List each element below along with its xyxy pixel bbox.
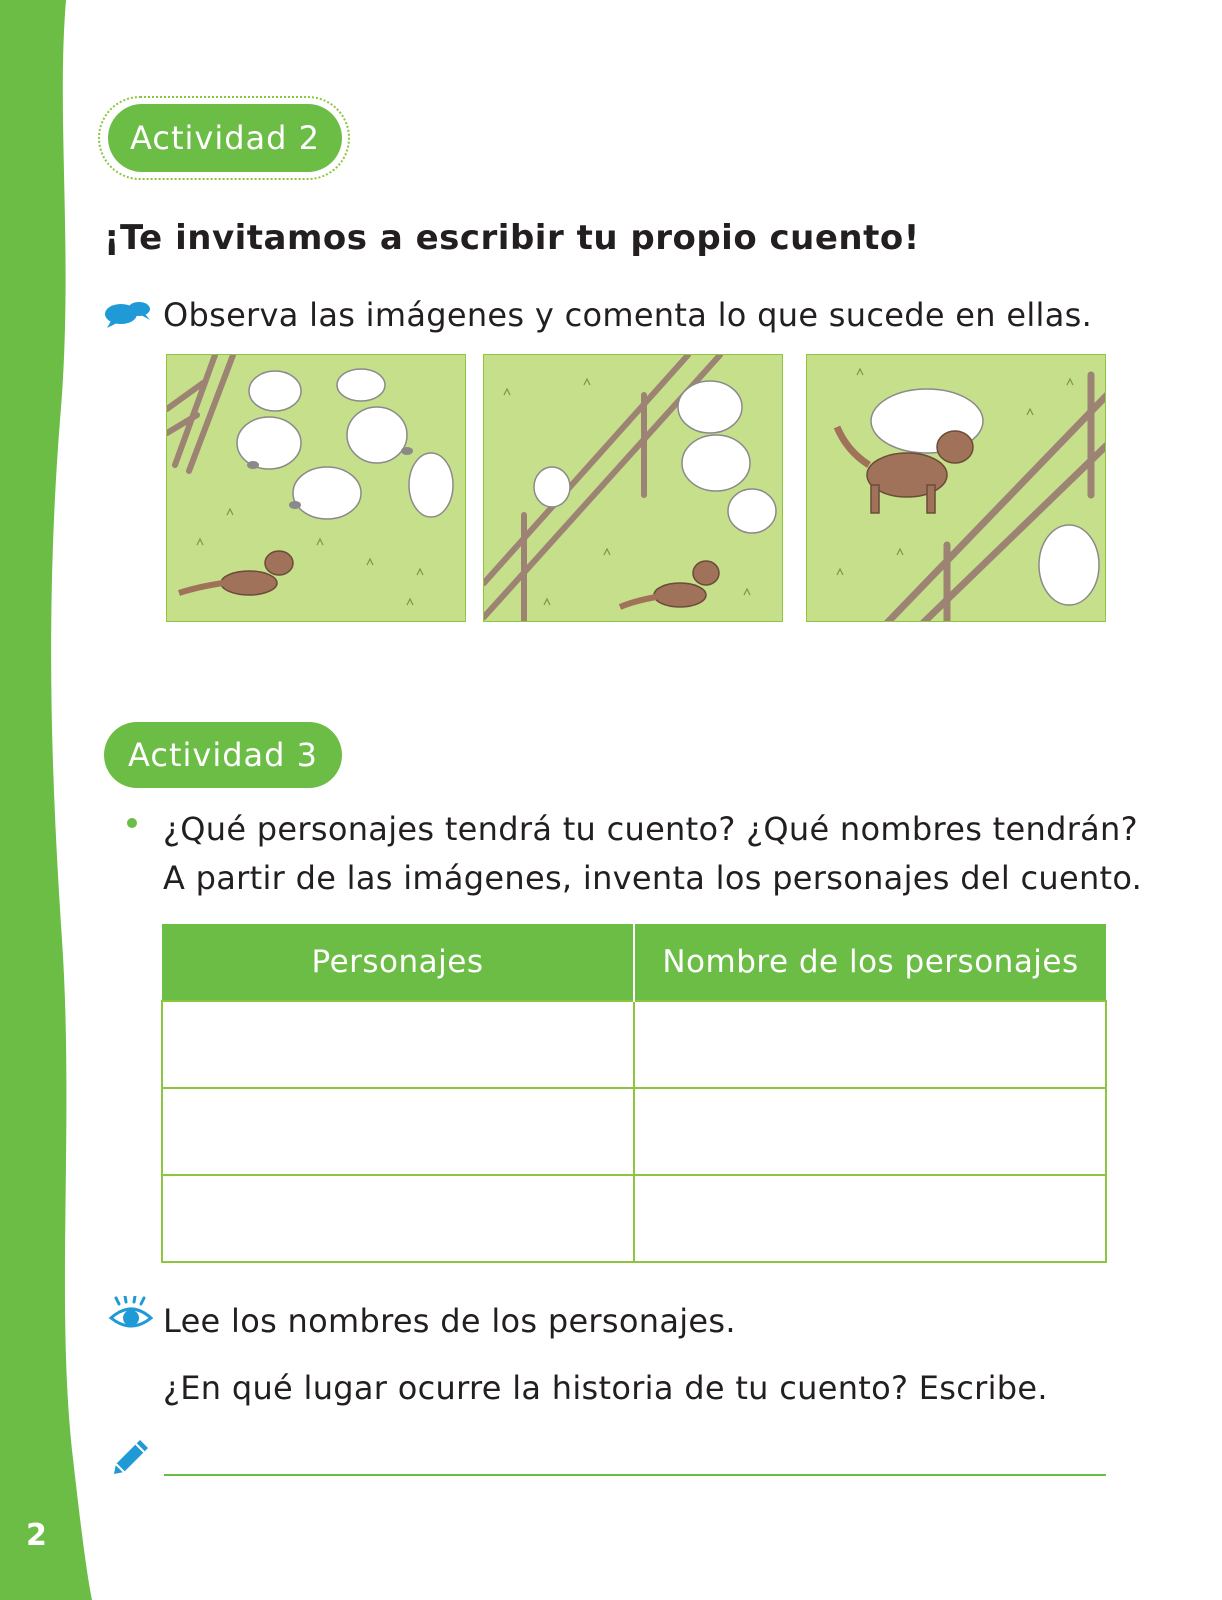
- table-row: [162, 1088, 1106, 1175]
- table-row: [162, 1001, 1106, 1088]
- page-number: 2: [26, 1518, 47, 1553]
- pencil-icon: [110, 1436, 152, 1478]
- table-header-row: [162, 924, 1106, 1001]
- read-instruction: Lee los nombres de los personajes.: [163, 1302, 736, 1340]
- speech-bubbles-icon: [103, 299, 153, 329]
- table-cell-character[interactable]: [162, 1088, 634, 1175]
- activity-3-badge: Actividad 3: [104, 722, 342, 788]
- place-question: ¿En qué lugar ocurre la historia de tu cuento? Escribe.: [163, 1369, 1048, 1407]
- table-cell-character[interactable]: [162, 1001, 634, 1088]
- table-cell-name[interactable]: [634, 1175, 1106, 1262]
- activity-2-badge: Actividad 2: [108, 104, 342, 172]
- table-cell-character[interactable]: [162, 1175, 634, 1262]
- table-cell-name[interactable]: [634, 1088, 1106, 1175]
- bullet-dot: [127, 818, 137, 828]
- activity-2-instruction: Observa las imágenes y comenta lo que sucede en ellas.: [163, 296, 1093, 334]
- illustration-panel-2: [483, 354, 783, 622]
- table-row: [162, 1175, 1106, 1262]
- side-band: [0, 0, 110, 1600]
- eye-icon: [109, 1296, 153, 1332]
- illustration-panel-1: [166, 354, 466, 622]
- header-personajes: Personajes: [162, 924, 634, 1001]
- activity-3-question-line-1: ¿Qué personajes tendrá tu cuento? ¿Qué nombres tendrán?: [163, 810, 1138, 848]
- characters-table: [161, 924, 1107, 1263]
- illustration-panel-3: [806, 354, 1106, 622]
- activity-2-heading: ¡Te invitamos a escribir tu propio cuento!: [104, 218, 920, 258]
- header-nombre-personajes: Nombre de los personajes: [634, 924, 1106, 1001]
- table-cell-name[interactable]: [634, 1001, 1106, 1088]
- activity-3-question-line-2: A partir de las imágenes, inventa los personajes del cuento.: [163, 859, 1143, 897]
- answer-line[interactable]: [164, 1474, 1106, 1476]
